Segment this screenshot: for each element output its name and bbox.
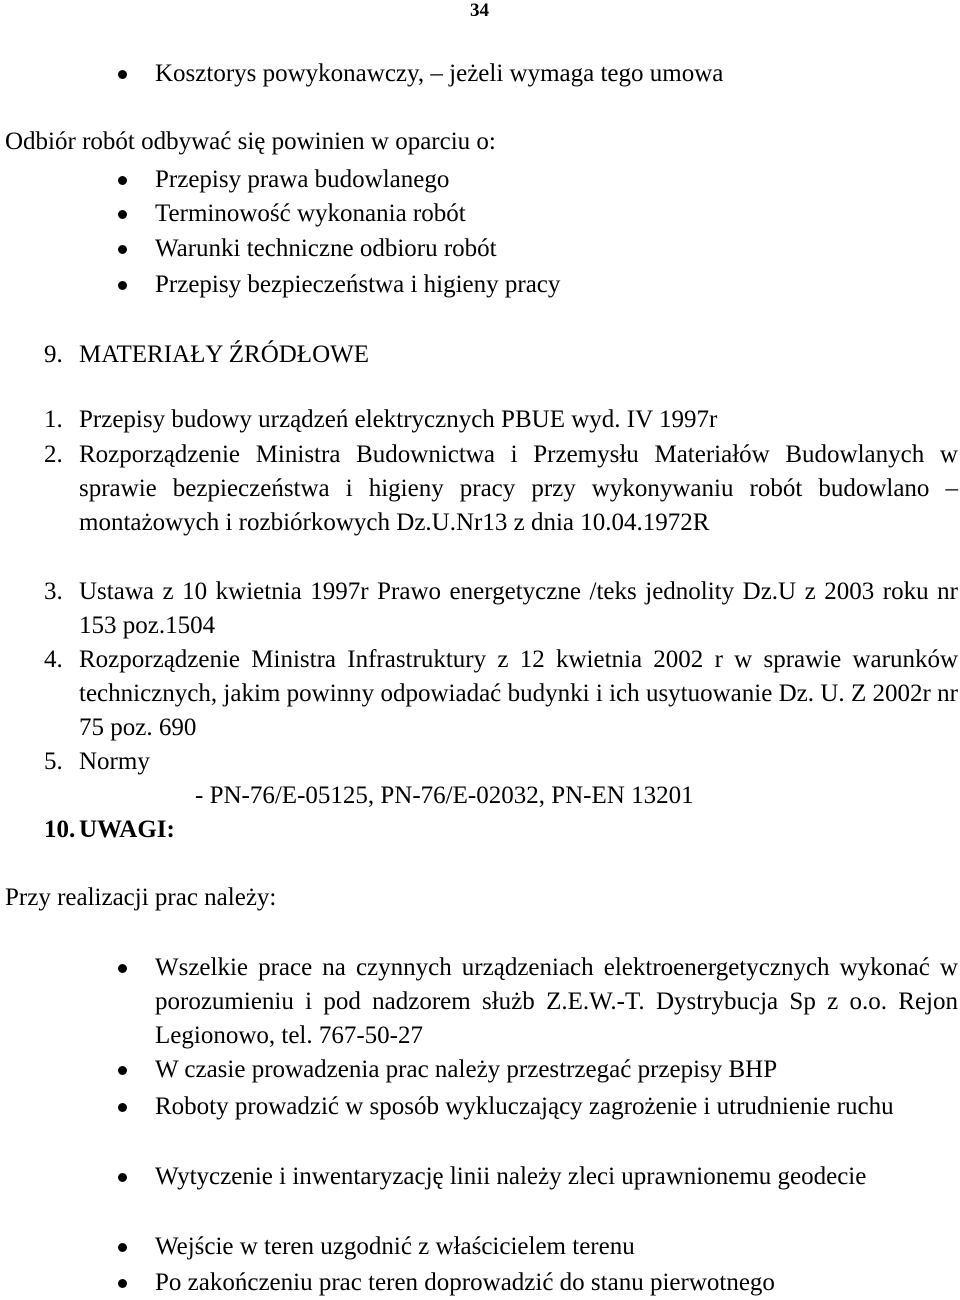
remark-text: Roboty prowadzić w sposób wykluczający zagrożenie i utrudnienie ruchu (155, 1093, 894, 1120)
remark-item (155, 951, 958, 1053)
section-number: 10. (44, 816, 76, 843)
section-number: 9. (44, 341, 63, 368)
page-number: 34 (470, 0, 489, 21)
source-item (44, 403, 958, 437)
acceptance-item: Terminowość wykonania robót (155, 197, 958, 231)
bullet-icon (118, 964, 127, 973)
remark-text: Wszelkie prace na czynnych urządzeniach elektroenergetycznych wykonać w porozumieniu i pod nadzorem służb Z.E.W.-T. Dystrybucja Sp z o.o. Rejon Legionowo, tel. 767-50-27 (155, 954, 958, 1049)
section-heading (44, 338, 369, 372)
section-title: MATERIAŁY ŹRÓDŁOWE (79, 341, 370, 368)
remark-item (155, 1090, 958, 1124)
bullet-icon (118, 1279, 127, 1288)
item-text: Normy (79, 748, 150, 775)
source-item (44, 575, 958, 643)
section-heading (44, 813, 175, 847)
remark-item (155, 1230, 958, 1264)
remark-text: Wytyczenie i inwentaryzację linii należy zleci uprawnionemu geodecie (155, 1163, 867, 1190)
source-item (44, 438, 958, 540)
bullet-icon (118, 1243, 127, 1252)
bullet-item: Kosztorys powykonawczy, – jeżeli wymaga tego umowa (155, 57, 958, 91)
item-text: Rozporządzenie Ministra Budownictwa i Przemysłu Materiałów Budowlanych w sprawie bezpieczeństwa i higieny pracy przy wykonywaniu robót budowlano – montażowych i rozbiórkowych Dz.U.Nr13 z dnia 10.04.1972R (79, 441, 958, 536)
remark-item (155, 1160, 958, 1194)
item-number: 5. (44, 748, 63, 775)
source-item (44, 745, 958, 779)
item-number: 3. (44, 578, 63, 605)
remarks-lead: Przy realizacji prac należy: (5, 884, 277, 911)
bullet-icon (118, 1173, 127, 1182)
remark-item (155, 1053, 958, 1087)
remark-text: Wejście w teren uzgodnić z właścicielem terenu (155, 1233, 635, 1260)
source-item (44, 643, 958, 745)
acceptance-item: Warunki techniczne odbioru robót (155, 232, 958, 266)
acceptance-lead: Odbiór robót odbywać się powinien w oparciu o: (5, 128, 496, 155)
item-number: 4. (44, 646, 63, 673)
remark-text: W czasie prowadzenia prac należy przestrzegać przepisy BHP (155, 1056, 778, 1083)
bullet-icon (118, 1066, 127, 1075)
acceptance-item: Przepisy bezpieczeństwa i higieny pracy (155, 268, 958, 302)
acceptance-item: Przepisy prawa budowlanego (155, 163, 958, 197)
norms-list: - PN-76/E-05125, PN-76/E-02032, PN-EN 13201 (195, 782, 694, 809)
section-title: UWAGI: (79, 816, 175, 843)
item-text: Ustawa z 10 kwietnia 1997r Prawo energetyczne /teks jednolity Dz.U z 2003 roku nr 153 poz.1504 (79, 578, 958, 639)
remark-item (155, 1266, 958, 1300)
item-number: 1. (44, 406, 63, 433)
item-text: Przepisy budowy urządzeń elektrycznych PBUE wyd. IV 1997r (79, 406, 718, 433)
item-text: Rozporządzenie Ministra Infrastruktury z 12 kwietnia 2002 r w sprawie warunków technicznych, jakim powinny odpowiadać budynki i ich usytuowanie Dz. U. Z 2002r nr 75 poz. 690 (79, 646, 958, 741)
item-number: 2. (44, 441, 63, 468)
remark-text: Po zakończeniu prac teren doprowadzić do stanu pierwotnego (155, 1269, 775, 1296)
bullet-icon (118, 1103, 127, 1112)
